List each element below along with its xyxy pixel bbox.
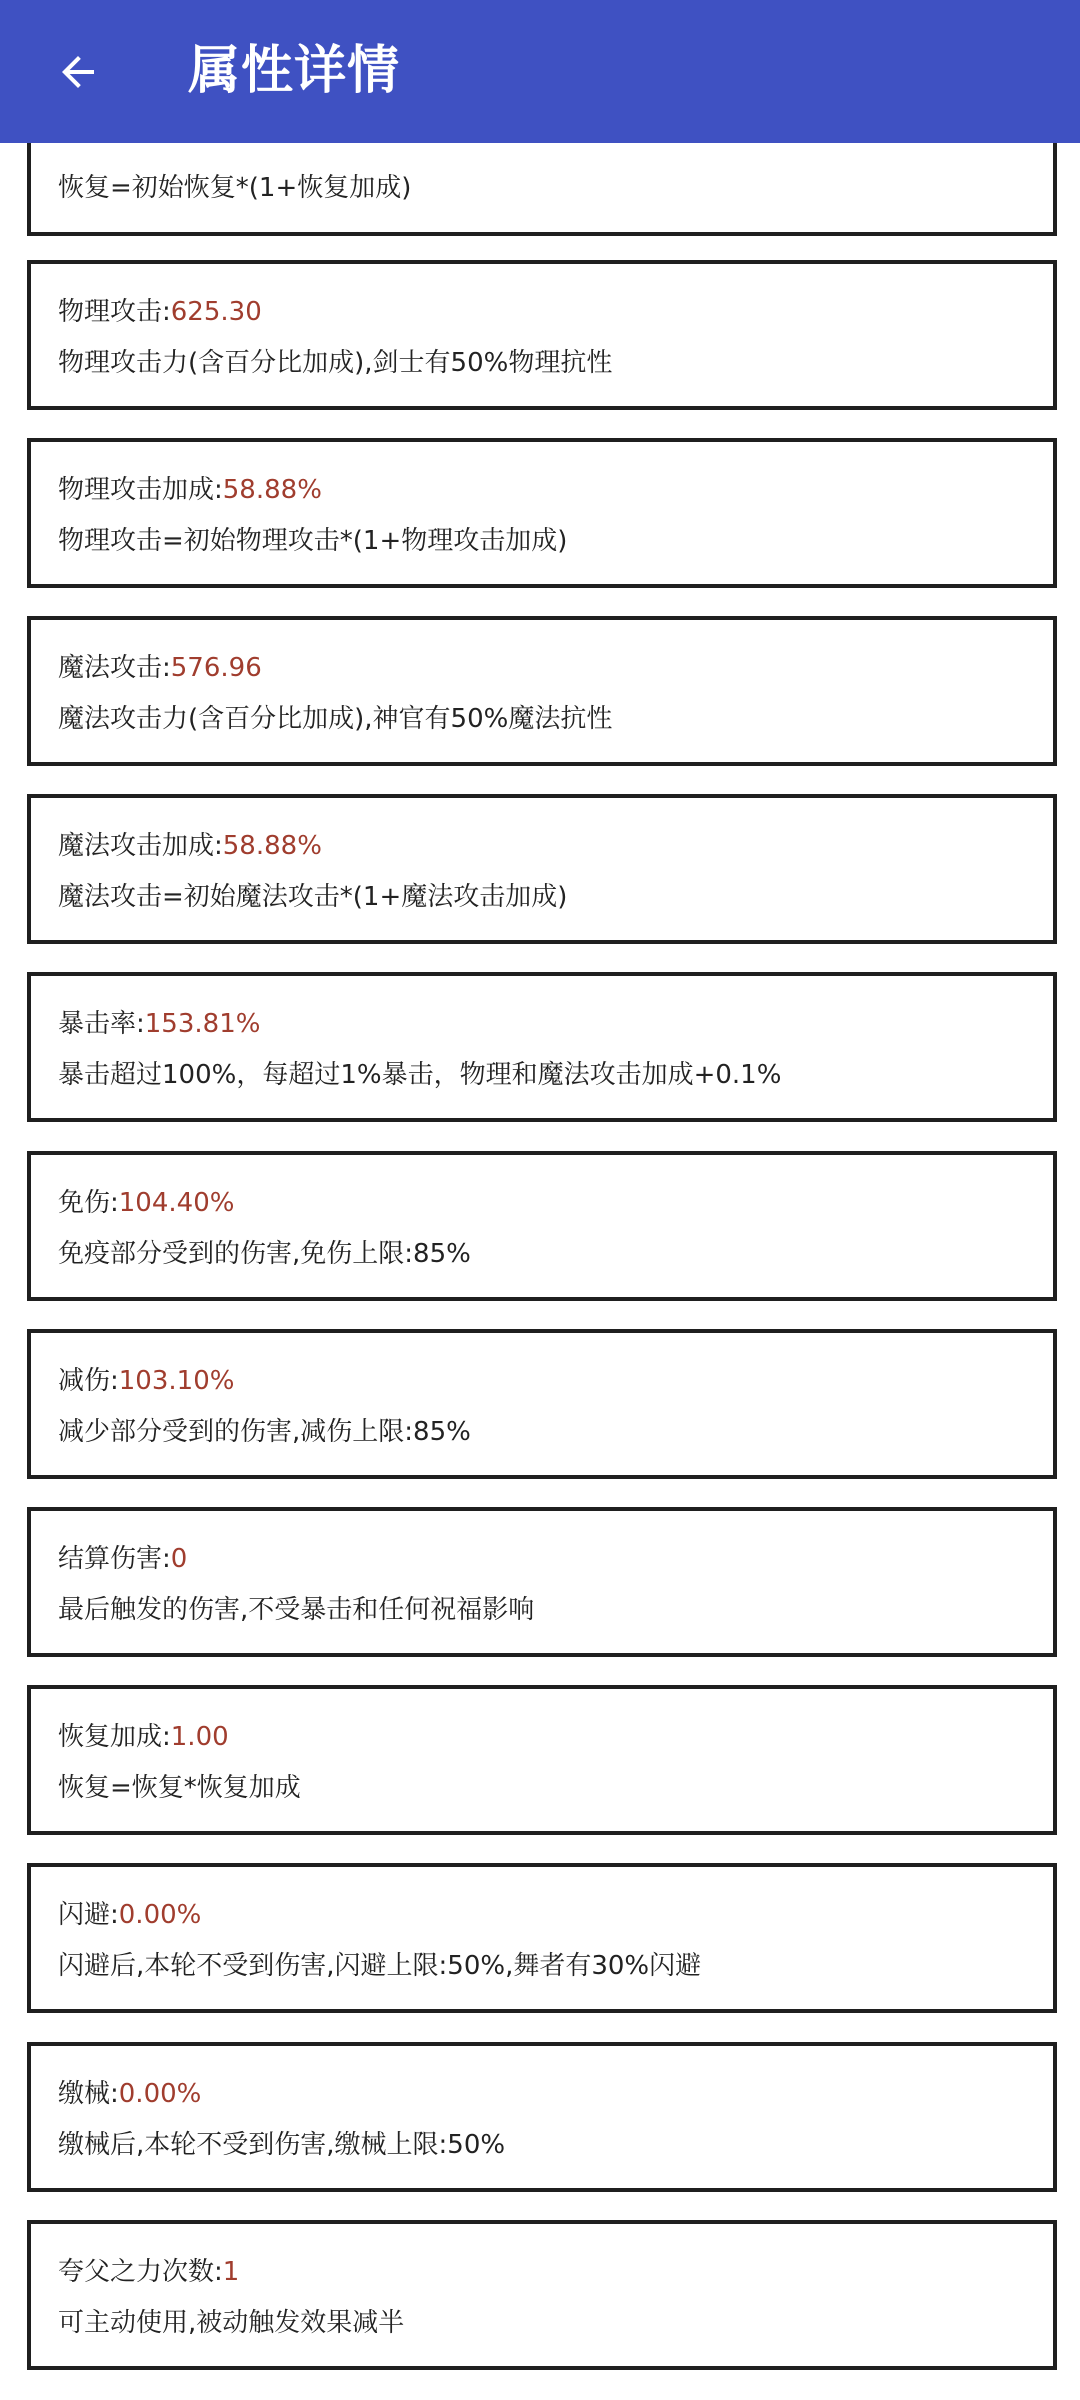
item-description: 恢复=恢复*恢复加成 <box>58 1773 301 1803</box>
back-button[interactable] <box>38 32 118 112</box>
item-description: 最后触发的伤害,不受暴击和任何祝福影响 <box>58 1595 535 1625</box>
item-title <box>58 2254 239 2290</box>
item-value: 1.00 <box>170 1722 229 1752</box>
item-label: 魔法攻击加成: <box>58 831 223 861</box>
item-description: 减少部分受到的伤害,减伤上限:85% <box>58 1417 471 1447</box>
list-item <box>27 260 1057 410</box>
item-description: 魔法攻击=初始魔法攻击*(1+魔法攻击加成) <box>58 882 568 912</box>
item-description: 恢复=初始恢复*(1+恢复加成) <box>58 173 412 203</box>
list-item <box>27 438 1057 588</box>
item-title <box>58 1541 187 1577</box>
item-value: 58.88% <box>222 475 322 505</box>
item-title <box>58 828 322 864</box>
item-label: 缴械: <box>58 2079 119 2109</box>
item-description: 魔法攻击力(含百分比加成),神官有50%魔法抗性 <box>58 704 613 734</box>
item-description: 缴械后,本轮不受到伤害,缴械上限:50% <box>58 2130 506 2160</box>
list-item <box>27 1151 1057 1301</box>
item-value: 576.96 <box>170 653 262 683</box>
item-label: 恢复加成: <box>58 1722 171 1752</box>
item-label: 物理攻击: <box>58 297 171 327</box>
item-label: 魔法攻击: <box>58 653 171 683</box>
item-description: 闪避后,本轮不受到伤害,闪避上限:50%,舞者有30%闪避 <box>58 1951 702 1981</box>
item-label: 免伤: <box>58 1188 119 1218</box>
item-label: 暴击率: <box>58 1009 145 1039</box>
item-description: 暴击超过100%，每超过1%暴击，物理和魔法攻击加成+0.1% <box>58 1060 782 1090</box>
item-title <box>58 1006 260 1042</box>
list-item <box>27 1863 1057 2013</box>
item-title <box>58 294 262 330</box>
list-item <box>27 616 1057 766</box>
item-description: 物理攻击=初始物理攻击*(1+物理攻击加成) <box>58 526 568 556</box>
item-title <box>58 1363 234 1399</box>
item-label: 结算伤害: <box>58 1544 171 1574</box>
item-value: 104.40% <box>118 1188 235 1218</box>
item-value: 153.81% <box>144 1009 261 1039</box>
item-title <box>58 1897 201 1933</box>
item-label: 减伤: <box>58 1366 119 1396</box>
item-title <box>58 1719 229 1755</box>
page-title: 属性详情 <box>188 41 401 101</box>
item-description: 物理攻击力(含百分比加成),剑士有50%物理抗性 <box>58 348 613 378</box>
item-description: 可主动使用,被动触发效果减半 <box>58 2308 405 2338</box>
item-description: 免疫部分受到的伤害,免伤上限:85% <box>58 1239 471 1269</box>
list-item <box>27 2042 1057 2192</box>
item-value: 103.10% <box>118 1366 235 1396</box>
item-value: 1 <box>222 2257 240 2287</box>
list-item <box>27 1329 1057 1479</box>
list-item <box>27 2220 1057 2370</box>
list-item <box>27 1685 1057 1835</box>
item-title <box>58 650 262 686</box>
item-value: 0 <box>170 1544 188 1574</box>
list-item <box>27 1507 1057 1657</box>
item-title <box>58 472 322 508</box>
app-bar <box>0 0 1080 143</box>
item-value: 58.88% <box>222 831 322 861</box>
item-value: 0.00% <box>118 1900 202 1930</box>
item-label: 闪避: <box>58 1900 119 1930</box>
item-title <box>58 1185 234 1221</box>
arrow-left-icon <box>54 48 102 96</box>
item-value: 625.30 <box>170 297 262 327</box>
item-label: 物理攻击加成: <box>58 475 223 505</box>
list-item <box>27 794 1057 944</box>
item-label: 夸父之力次数: <box>58 2257 223 2287</box>
item-value: 0.00% <box>118 2079 202 2109</box>
item-title <box>58 2076 201 2112</box>
list-item <box>27 972 1057 1122</box>
